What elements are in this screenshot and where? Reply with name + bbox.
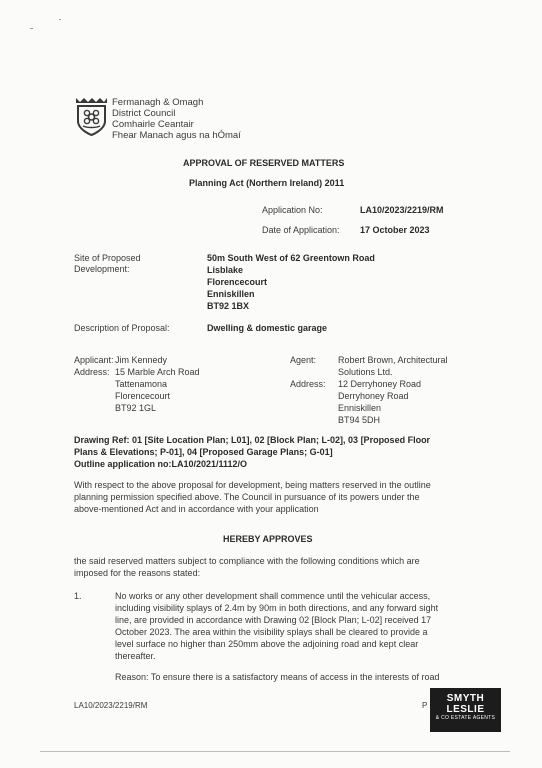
site-address-line: Enniskillen xyxy=(207,289,255,299)
agent-address-line: Derryhoney Road xyxy=(338,391,409,401)
badge-line: & CO ESTATE AGENTS xyxy=(435,715,496,721)
applicant-address-line: BT92 1GL xyxy=(115,403,157,413)
condition-reason: Reason: To ensure there is a satisfactory means of access in the interests of road xyxy=(115,672,440,682)
applicant-address-line: Tattenamona xyxy=(115,379,168,389)
drawing-ref-line: Drawing Ref: 01 [Site Location Plan; L01], 02 [Block Plan; L-02], 03 [Proposed Floor xyxy=(74,435,431,445)
estate-agent-logo-badge xyxy=(430,688,501,732)
condition-line: level surface no higher than 250mm above the adjoining road and kept clear xyxy=(115,639,419,649)
condition-line: thereafter. xyxy=(115,651,156,661)
proposal-value: Dwelling & domestic garage xyxy=(207,323,328,333)
application-date-label: Date of Application: xyxy=(262,225,340,235)
applicant-label: Applicant: xyxy=(74,355,114,365)
footer-page-fragment: P xyxy=(422,701,428,710)
site-address-line: BT92 1BX xyxy=(207,301,250,311)
intro-line: With respect to the above proposal for development, being matters reserved in the outline xyxy=(74,480,431,490)
application-no-label: Application No: xyxy=(262,205,323,215)
application-date-value: 17 October 2023 xyxy=(360,225,430,235)
application-no-value: LA10/2023/2219/RM xyxy=(360,205,444,215)
condition-line: October 2023. The area within the visibility splays shall be cleared to provide a xyxy=(115,627,428,637)
agent-address-line: 12 Derryhoney Road xyxy=(338,379,422,389)
proposal-label: Description of Proposal: xyxy=(74,323,170,333)
agent-label: Agent: xyxy=(290,355,317,365)
site-label: Development: xyxy=(74,264,130,274)
council-name-line-irish: Comhairle Ceantair xyxy=(112,119,194,130)
council-name-block xyxy=(112,97,241,141)
applicant-address-label: Address: xyxy=(74,367,110,377)
agent-address-line: Enniskillen xyxy=(338,403,382,413)
outline-application-ref: Outline application no:LA10/2021/1112/O xyxy=(74,459,248,469)
scan-speck xyxy=(59,19,61,20)
council-name-line: Fermanagh & Omagh xyxy=(112,97,204,108)
legislation-title: Planning Act (Northern Ireland) 2011 xyxy=(189,178,345,188)
condition-line: No works or any other development shall commence until the vehicular access, xyxy=(115,591,431,601)
site-address-line: 50m South West of 62 Greentown Road xyxy=(207,253,375,263)
badge-line: SMYTH xyxy=(446,693,485,704)
site-address-line: Florencecourt xyxy=(207,277,268,287)
badge-line: LESLIE xyxy=(446,704,485,715)
subject-line: the said reserved matters subject to compliance with the following conditions which are xyxy=(74,556,420,566)
page-bottom-edge xyxy=(40,751,510,752)
hereby-approves-heading: HEREBY APPROVES xyxy=(223,534,313,544)
site-address-line: Lisblake xyxy=(207,265,244,275)
applicant-name: Jim Kennedy xyxy=(115,355,168,365)
condition-line: including visibility splays of 2.4m by 90m in both directions, and any forward sight xyxy=(115,603,439,613)
council-name-line: District Council xyxy=(112,108,176,119)
council-name-line-irish: Fhear Manach agus na hÓmaí xyxy=(112,130,241,141)
council-crest-logo xyxy=(75,97,108,137)
intro-line: above-mentioned Act and in accordance with your application xyxy=(74,504,319,514)
agent-address-line: BT94 5DH xyxy=(338,415,381,425)
agent-name: Robert Brown, Architectural xyxy=(338,355,448,365)
document-title: APPROVAL OF RESERVED MATTERS xyxy=(183,158,345,168)
footer-reference: LA10/2023/2219/RM xyxy=(74,701,148,710)
applicant-address-line: Florencecourt xyxy=(115,391,171,401)
agent-name: Solutions Ltd. xyxy=(338,367,393,377)
site-label: Site of Proposed xyxy=(74,253,141,263)
condition-number: 1. xyxy=(74,591,82,601)
applicant-address-line: 15 Marble Arch Road xyxy=(115,367,200,377)
agent-address-label: Address: xyxy=(290,379,326,389)
scan-speck xyxy=(30,28,33,29)
subject-line: imposed for the reasons stated: xyxy=(74,568,201,578)
intro-line: planning permission specified above. The Council in pursuance of its powers under the xyxy=(74,492,420,502)
drawing-ref-line: Plans & Elevations; P-01], 04 [Proposed Garage Plans; G-01] xyxy=(74,447,333,457)
condition-line: line, are provided in accordance with Drawing 02 [Block Plan; L-02] received 17 xyxy=(115,615,432,625)
